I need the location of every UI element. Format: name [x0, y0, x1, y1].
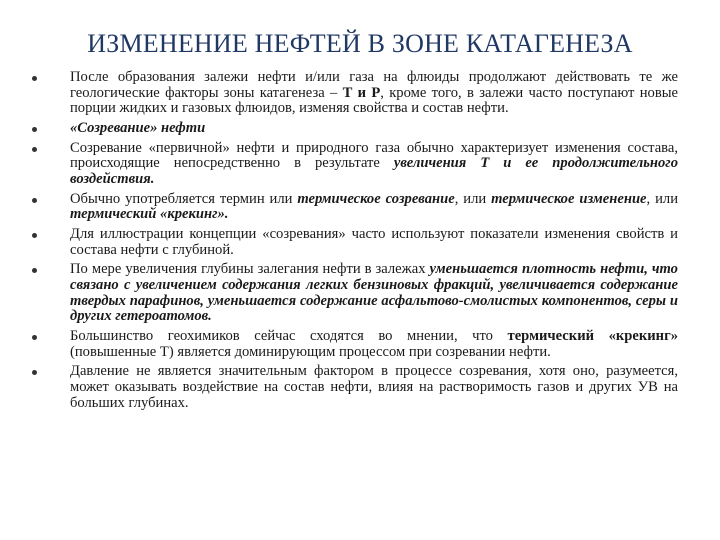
bullet-text: Большинство геохимиков сейчас сходятся во мнении, что	[70, 328, 508, 345]
slide-title: ИЗМЕНЕНИЕ НЕФТЕЙ В ЗОНЕ КАТАГЕНЕЗА	[87, 29, 633, 58]
bullet-dot-icon	[32, 268, 37, 273]
bullet-item	[28, 70, 678, 117]
bullet-item	[28, 329, 678, 360]
bullet-text: Обычно употребляется термин или	[70, 190, 298, 207]
bullet-item	[28, 364, 678, 411]
bullet-dot-icon	[32, 147, 37, 152]
bullet-text: После образования залежи нефти и/или газа на флюиды продолжают действовать те же геологические факторы зоны катагенеза –	[70, 69, 678, 101]
bullet-text: Для иллюстрации концепции «созревания» часто используют показатели изменения свойств и состава нефти с глубиной.	[70, 226, 678, 258]
bullet-text-bold: Т и Р	[342, 84, 381, 101]
bullet-text: , или	[454, 190, 492, 207]
bullet-dot-icon	[32, 127, 37, 132]
bullet-dot-icon	[32, 76, 37, 81]
bullet-text-emphasis: уменьшается плотность нефти, что связано с увеличением содержания легких бензиновых фракций, увеличивается содержание твердых парафинов, уменьшается содержание асфальтово-смолистых компонентов, серы и других гетероатомов.	[70, 261, 678, 325]
bullet-item	[28, 227, 678, 258]
bullet-heading: «Созревание» нефти	[70, 119, 206, 136]
bullet-item	[28, 262, 678, 324]
bullet-item	[28, 141, 678, 188]
bullet-text: Давление не является значительным фактором в процессе созревания, хотя оно, разумеется, может оказывать воздействие на состав нефти, влияя на растворимость газов и других УВ на больших глубинах.	[70, 363, 678, 411]
bullet-dot-icon	[32, 370, 37, 375]
bullet-list	[28, 70, 678, 415]
bullet-item	[28, 192, 678, 223]
bullet-dot-icon	[32, 233, 37, 238]
bullet-dot-icon	[32, 198, 37, 203]
bullet-text-emphasis: термическое изменение	[491, 190, 647, 207]
bullet-text: , или	[646, 190, 679, 207]
bullet-text-emphasis: термический «крекинг».	[70, 206, 229, 223]
bullet-item	[28, 121, 678, 137]
bullet-text-emphasis: увеличения Т и ее продолжительного воздействия.	[70, 155, 678, 187]
bullet-text: (повышенные Т) является доминирующим процессом при созревании нефти.	[70, 343, 551, 360]
bullet-text-bold: термический «крекинг»	[507, 328, 679, 345]
bullet-text: Созревание «первичной» нефти и природного газа обычно характеризует изменения состава, происходящие непосредственно в результате	[70, 139, 678, 172]
bullet-text: По мере увеличения глубины залегания нефти в залежах	[70, 261, 430, 278]
bullet-dot-icon	[32, 335, 37, 340]
bullet-text: , кроме того, в залежи часто поступают новые порции жидких и газовых флюидов, изменяя свойства и состав нефти.	[70, 84, 678, 117]
bullet-text-emphasis: термическое созревание	[297, 190, 455, 207]
